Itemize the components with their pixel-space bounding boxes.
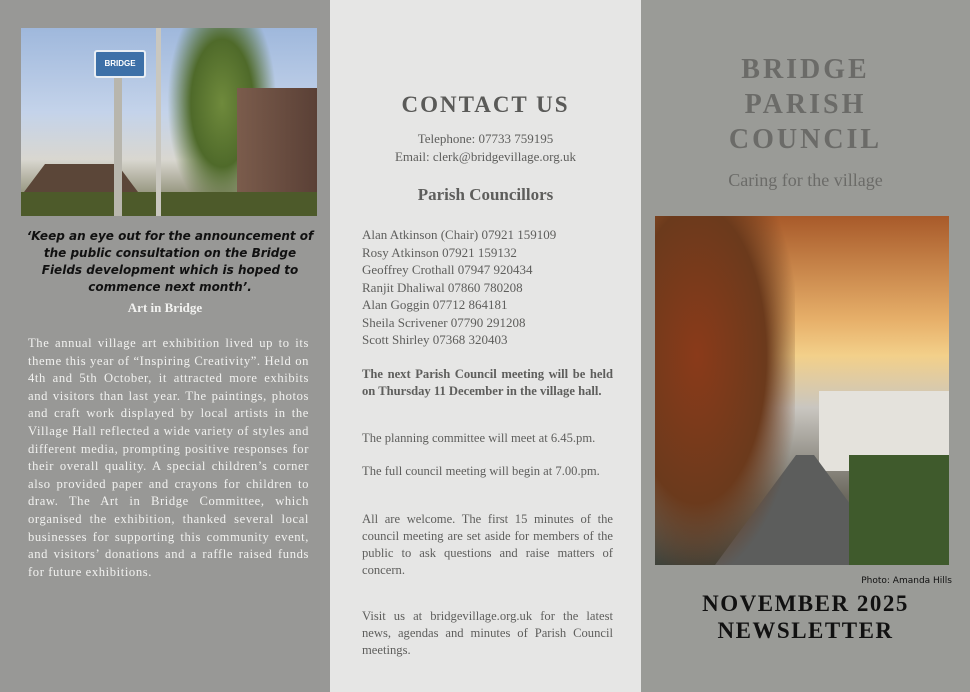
title-line: COUNCIL <box>728 124 883 155</box>
issue-line: NEWSLETTER <box>717 618 894 643</box>
title-line: BRIDGE <box>741 54 870 85</box>
councillors-title: Parish Councillors <box>417 185 554 204</box>
photo-lamp-pole <box>156 28 161 216</box>
right-panel <box>641 0 970 692</box>
issue-title <box>641 590 970 644</box>
councillor-item: Alan Atkinson (Chair) 07921 159109 <box>362 227 557 242</box>
village-street-photo <box>655 216 949 565</box>
council-title <box>641 52 970 157</box>
photo-credit: Photo: Amanda Hills <box>861 576 952 586</box>
meeting-notice: The next Parish Council meeting will be held on Thursday 11 December in the village hall. <box>362 367 613 398</box>
councillor-item: Geoffrey Crothall 07947 920434 <box>362 262 533 277</box>
art-body: The annual village art exhibition lived up to its theme this year of “Inspiring Creativity”. Held on 4th and 5th October, it attracted more exhibits and visitors than last year. The paintings, photos and craft work displayed by local artists in the Village Hall reflected a wide variety of styles and different media, prompting positive responses for their overall quality. A special children’s corner also provided paper and crayons for children to draw. The Art in Bridge Committee, which organised the exhibition, thanked several local businesses for supporting this community event, and visitors’ donations and a raffle raised funds for future exhibitions. <box>28 336 309 579</box>
photo-house-roof <box>21 156 141 196</box>
full-meeting-time: The full council meeting will begin at 7.00.pm. <box>362 464 600 478</box>
councillor-item: Rosy Atkinson 07921 159132 <box>362 244 517 260</box>
visit-note: Visit us at bridgevillage.org.uk for the latest news, agendas and minutes of Parish Council meetings. <box>362 609 613 657</box>
tagline: Caring for the village <box>728 170 883 190</box>
councillor-item: Sheila Scrivener 07790 291208 <box>362 314 526 330</box>
art-heading: Art in Bridge <box>127 300 203 315</box>
photo-autumn-trees <box>655 216 795 565</box>
photo-bridge-sign: BRIDGE <box>94 50 146 78</box>
councillor-item: Alan Goggin 07712 864181 <box>362 297 508 312</box>
councillor-item: Scott Shirley 07368 320403 <box>362 332 508 347</box>
telephone: Telephone: 07733 759195 <box>417 131 554 146</box>
welcome-note: All are welcome. The first 15 minutes of the council meeting are set aside for members of the public to ask questions and raise matters of concern. <box>362 512 613 577</box>
contact-title: CONTACT US <box>401 92 570 117</box>
photo-sign-pole <box>114 56 122 216</box>
email: Email: clerk@bridgevillage.org.uk <box>394 149 577 164</box>
middle-panel <box>330 0 641 692</box>
issue-line: NOVEMBER 2025 <box>702 591 909 616</box>
photo-hedge <box>849 455 949 565</box>
photo-hedge <box>21 192 317 216</box>
consultation-quote: ‘Keep an eye out for the announcement of the public consultation on the Bridge Fields development which is hoped to commence next month’. <box>26 229 314 294</box>
planning-time: The planning committee will meet at 6.45.pm. <box>362 431 596 445</box>
councillor-item: Ranjit Dhaliwal 07860 780208 <box>362 279 523 295</box>
title-line: PARISH <box>744 89 867 120</box>
bridge-sign-photo <box>21 28 317 216</box>
left-panel <box>0 0 330 692</box>
